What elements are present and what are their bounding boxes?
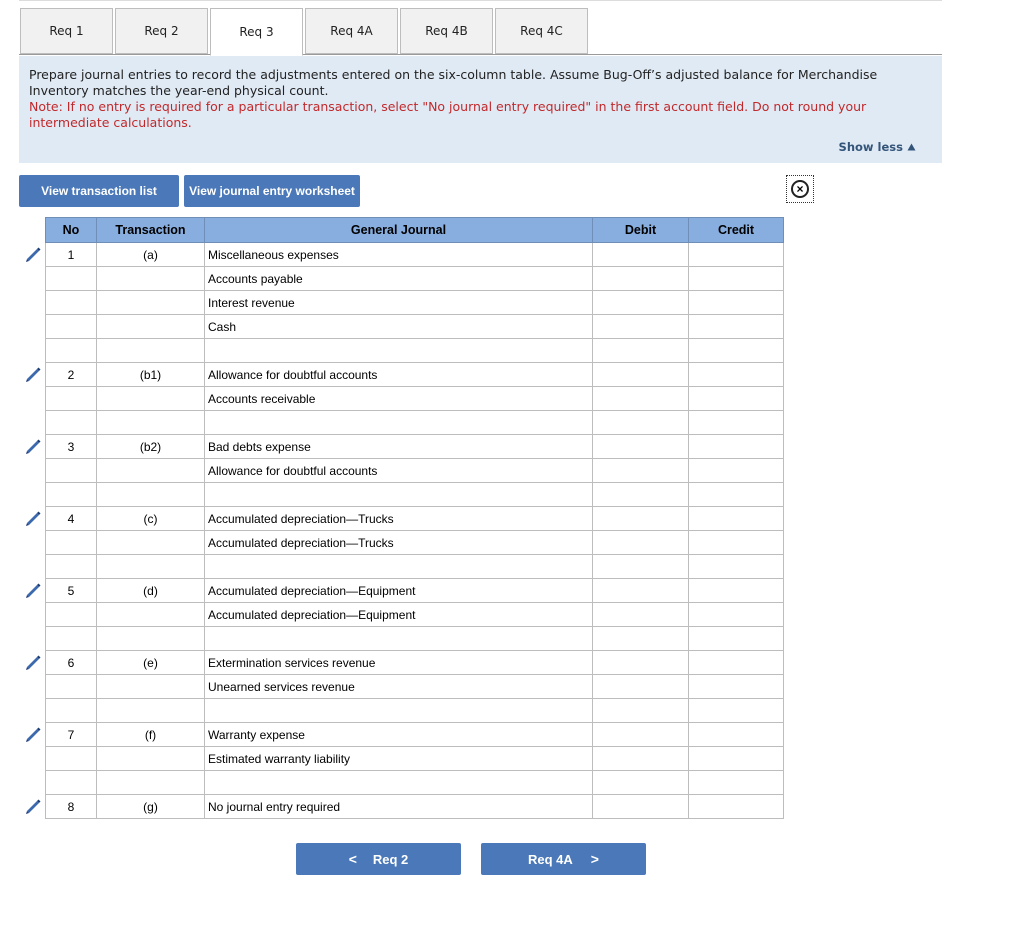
cell-transaction [97,555,205,579]
cell-credit[interactable] [689,483,784,507]
cell-debit[interactable] [593,339,689,363]
table-row [46,531,784,555]
tab-req-3[interactable]: Req 3 [210,8,303,56]
pencil-icon [24,726,42,742]
cell-debit[interactable] [593,411,689,435]
cell-no [46,387,97,411]
cell-credit[interactable] [689,435,784,459]
cell-credit[interactable] [689,651,784,675]
cell-transaction [97,675,205,699]
cell-debit[interactable] [593,675,689,699]
tab-req-2[interactable]: Req 2 [115,8,208,54]
instruction-note: Note: If no entry is required for a particular transaction, select "No journal entry required" in the first account field. Do not round your intermediate calculations. [29,99,867,130]
cell-credit[interactable] [689,603,784,627]
cell-account[interactable]: No journal entry required [205,795,593,819]
cell-credit[interactable] [689,747,784,771]
cell-debit[interactable] [593,483,689,507]
table-row [46,267,784,291]
edit-entry-8-button[interactable] [24,798,44,816]
edit-entry-5-button[interactable] [24,582,44,600]
cell-no [46,411,97,435]
table-row [46,387,784,411]
table-row [46,699,784,723]
tab-req-4b[interactable]: Req 4B [400,8,493,54]
table-row [46,627,784,651]
cell-no: 2 [46,363,97,387]
table-row [46,603,784,627]
cell-transaction [97,315,205,339]
show-less-label: Show less [838,140,903,154]
cell-account[interactable]: Unearned services revenue [205,675,593,699]
prev-req-button[interactable] [296,843,461,875]
cell-account[interactable] [205,627,593,651]
cell-account[interactable] [205,339,593,363]
cell-account[interactable]: Cash [205,315,593,339]
cell-account[interactable] [205,411,593,435]
cell-credit[interactable] [689,675,784,699]
triangle-up-icon [907,143,916,151]
cell-credit[interactable] [689,723,784,747]
cell-transaction [97,411,205,435]
cell-debit[interactable] [593,723,689,747]
cell-debit[interactable] [593,531,689,555]
cell-debit[interactable] [593,435,689,459]
cell-no [46,339,97,363]
tab-req-1[interactable]: Req 1 [20,8,113,54]
pencil-icon [24,246,42,262]
table-row [46,315,784,339]
table-row [46,675,784,699]
cell-transaction [97,531,205,555]
table-row [46,339,784,363]
cell-no [46,483,97,507]
cell-no: 3 [46,435,97,459]
cell-credit[interactable] [689,699,784,723]
pencil-icon [24,366,42,382]
table-row [46,579,784,603]
cell-transaction: (b1) [97,363,205,387]
cell-debit[interactable] [593,363,689,387]
cell-transaction [97,291,205,315]
chevron-right-icon: > [590,851,599,867]
cell-debit[interactable] [593,627,689,651]
cell-transaction [97,603,205,627]
cell-account[interactable]: Accumulated depreciation—Trucks [205,507,593,531]
cell-credit[interactable] [689,531,784,555]
cell-account[interactable] [205,699,593,723]
cell-transaction: (a) [97,243,205,267]
pencil-icon [24,582,42,598]
cell-debit[interactable] [593,771,689,795]
cell-credit[interactable] [689,387,784,411]
prev-req-label: Req 2 [372,851,409,867]
cell-no [46,675,97,699]
next-req-button[interactable] [481,843,646,875]
cell-account[interactable]: Accounts receivable [205,387,593,411]
cell-credit[interactable] [689,243,784,267]
table-row [46,483,784,507]
cell-no: 7 [46,723,97,747]
tab-baseline [19,54,942,55]
view-journal-entry-worksheet-button[interactable]: View journal entry worksheet [184,175,360,207]
header-credit: Credit [689,218,784,243]
cell-transaction [97,699,205,723]
instruction-text: Prepare journal entries to record the adjustments entered on the six-column table. Assume Bug-Off’s adjusted balance for Merchandise Inventory matches the year-end physical count. [29,67,878,98]
cell-credit[interactable] [689,507,784,531]
table-row [46,723,784,747]
cell-credit[interactable] [689,555,784,579]
cell-account[interactable] [205,483,593,507]
cell-no [46,771,97,795]
cell-credit[interactable] [689,291,784,315]
cell-no: 8 [46,795,97,819]
edit-entry-2-button[interactable] [24,366,44,384]
cell-account[interactable]: Accumulated depreciation—Equipment [205,603,593,627]
cell-credit[interactable] [689,627,784,651]
cell-debit[interactable] [593,291,689,315]
cell-no: 4 [46,507,97,531]
next-req-label: Req 4A [528,851,573,867]
cell-account[interactable]: Warranty expense [205,723,593,747]
cell-transaction: (d) [97,579,205,603]
pencil-icon [24,654,42,670]
cell-transaction: (f) [97,723,205,747]
cell-transaction: (g) [97,795,205,819]
cell-account[interactable] [205,555,593,579]
edit-entry-4-button[interactable] [24,510,44,528]
journal-table [45,217,784,819]
cell-no [46,627,97,651]
cell-no [46,459,97,483]
cell-debit[interactable] [593,507,689,531]
cell-debit[interactable] [593,699,689,723]
cell-transaction: (c) [97,507,205,531]
table-row [46,411,784,435]
cell-account[interactable]: Accumulated depreciation—Equipment [205,579,593,603]
cell-credit[interactable] [689,411,784,435]
cell-transaction [97,747,205,771]
cell-transaction [97,339,205,363]
cell-credit[interactable] [689,579,784,603]
cell-no [46,315,97,339]
table-row [46,555,784,579]
cell-debit[interactable] [593,579,689,603]
cell-debit[interactable] [593,267,689,291]
view-transaction-list-button[interactable]: View transaction list [19,175,179,207]
cell-account[interactable] [205,771,593,795]
cell-debit[interactable] [593,555,689,579]
cell-account[interactable]: Allowance for doubtful accounts [205,363,593,387]
close-button[interactable] [786,175,814,203]
cell-account[interactable]: Accounts payable [205,267,593,291]
cell-debit[interactable] [593,603,689,627]
table-row [46,507,784,531]
cell-credit[interactable] [689,363,784,387]
cell-account[interactable]: Accumulated depreciation—Trucks [205,531,593,555]
cell-transaction [97,387,205,411]
edit-entry-6-button[interactable] [24,654,44,672]
edit-entry-7-button[interactable] [24,726,44,744]
cell-debit[interactable] [593,747,689,771]
table-row [46,747,784,771]
cell-transaction: (e) [97,651,205,675]
cell-account[interactable]: Extermination services revenue [205,651,593,675]
header-general-journal: General Journal [205,218,593,243]
cell-no: 5 [46,579,97,603]
cell-transaction: (b2) [97,435,205,459]
pencil-icon [24,438,42,454]
instructions-panel [19,56,942,163]
cell-credit[interactable] [689,315,784,339]
top-divider [19,0,942,1]
cell-credit[interactable] [689,771,784,795]
cell-credit[interactable] [689,459,784,483]
table-row [46,771,784,795]
cell-transaction [97,459,205,483]
cell-no: 6 [46,651,97,675]
cell-account[interactable]: Interest revenue [205,291,593,315]
edit-entry-3-button[interactable] [24,438,44,456]
cell-no [46,531,97,555]
header-debit: Debit [593,218,689,243]
table-row [46,363,784,387]
cell-account[interactable]: Allowance for doubtful accounts [205,459,593,483]
cell-credit[interactable] [689,795,784,819]
show-less-toggle[interactable] [839,139,916,155]
cell-debit[interactable] [593,243,689,267]
table-header-row [46,218,784,243]
chevron-left-icon: < [348,851,357,867]
cell-transaction [97,627,205,651]
table-row [46,291,784,315]
tab-req-4a[interactable]: Req 4A [305,8,398,54]
cell-account[interactable]: Miscellaneous expenses [205,243,593,267]
cell-transaction [97,483,205,507]
cell-debit[interactable] [593,315,689,339]
cell-transaction [97,771,205,795]
cell-no [46,555,97,579]
table-row [46,795,784,819]
header-transaction: Transaction [97,218,205,243]
cell-debit[interactable] [593,651,689,675]
cell-no [46,747,97,771]
cell-credit[interactable] [689,267,784,291]
cell-account[interactable]: Estimated warranty liability [205,747,593,771]
cell-credit[interactable] [689,339,784,363]
cell-debit[interactable] [593,795,689,819]
cell-no [46,603,97,627]
cell-no: 1 [46,243,97,267]
header-no: No [46,218,97,243]
table-row [46,459,784,483]
table-row [46,651,784,675]
cell-no [46,699,97,723]
pencil-icon [24,510,42,526]
cell-no [46,267,97,291]
close-circle-icon: × [791,180,809,198]
cell-account[interactable]: Bad debts expense [205,435,593,459]
table-row [46,435,784,459]
cell-no [46,291,97,315]
table-row [46,243,784,267]
cell-debit[interactable] [593,387,689,411]
tab-req-4c[interactable]: Req 4C [495,8,588,54]
cell-debit[interactable] [593,459,689,483]
cell-transaction [97,267,205,291]
pencil-icon [24,798,42,814]
edit-entry-1-button[interactable] [24,246,44,264]
